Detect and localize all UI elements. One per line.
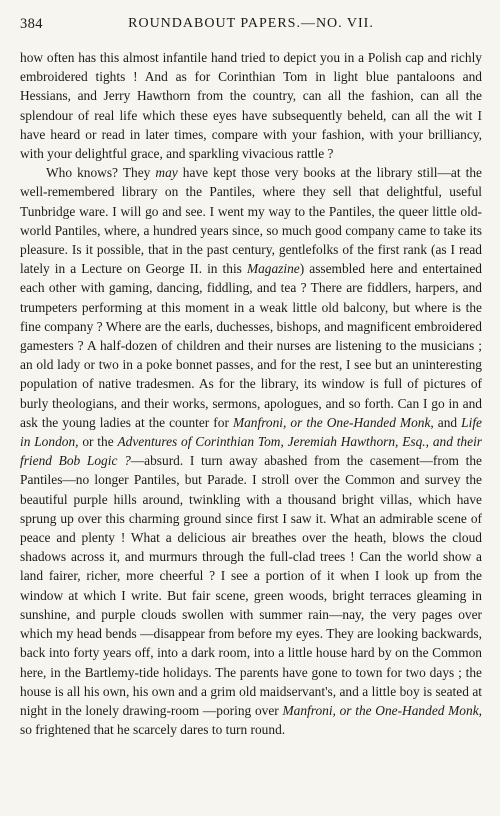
italic-title-magazine: Magazine xyxy=(246,261,300,277)
italic-title-manfroni: Manfroni, or the One-Handed Monk, xyxy=(232,414,434,430)
text-run: —absurd. I turn away abashed from the casement—from the Pantiles—no longer Pantiles, but Parade. I stroll over the Common and survey the beautiful purple hills around, twinkling with a thousand bright villas, which have sprung up over this charming ground since first I saw it. What an admirable scene of peace and plenty ! What a delicious air breathes over the heath, blows the cloud shadows across it, and murmurs through the full-clad trees ! Can the world show a land fairer, richer, more cheerful ? I see a portion of it when I look up from the window at which I write. But fair scene, green woods, bright terraces gleaming in sunshine, and purple clouds swollen with summer rain—nay, the very pages over which my head bends —disappear from before my eyes. They are looking backwards, back into forty years off, into a dark room, into a little house hard by on the Common here, in the Bartlemy-tide holidays. The parents have gone to town for two days ; the house is all his own, his own and a grim old maidservant's, and a little boy is seated at night in the lonely drawing-room —poring over xyxy=(20,453,482,718)
book-page xyxy=(20,16,482,806)
running-title: ROUNDABOUT PAPERS.—NO. VII. xyxy=(128,16,374,31)
italic-title-life-in-london: Life in London, xyxy=(20,414,483,450)
italic-word: may xyxy=(155,165,178,181)
text-run: ) assembled here and entertained each other with gaming, dancing, fiddling, and tea ? There are fiddlers, harpers, and trumpeters performing at this moment in a weak little old balcony, but where is the fine company ? Where are the earls, duchesses, bishops, and magnificent embroidered gamesters ? A half-dozen of children and their nurses are listening to the musicians ; an old lady or two in a poke bonnet passes, and for the rest, I see but an uninteresting population of native tradesmen. As for the library, its window is full of pictures of burly theologians, and their works, sermons, apologues, and so forth. Can I go in and ask the young ladies at the counter for xyxy=(20,261,483,430)
italic-title-adventures: Adventures of Corinthian Tom, Jeremiah Hawthorn, Esq., and their friend Bob Logic ? xyxy=(20,434,483,469)
running-head xyxy=(20,16,482,38)
text-run: so frightened that he scarcely dares to turn round. xyxy=(20,722,286,738)
text-run: how often has this almost infantile hand tried to depict you in a Polish cap and richly embroidered tights ! And as for Corinthian Tom in light blue pantaloons and Hessians, and Jerry Hawthorn from the country, can all the fashion, can all the splendour of real life which these eyes have subsequently beheld, can all the wit I have heard or read in later times, compare with your fashion, with your brilliancy, with your delightful grace, and sparkling vivacious rattle ? xyxy=(20,50,482,162)
text-run: or the xyxy=(78,434,118,450)
text-run: Who knows? They xyxy=(46,165,156,181)
paragraph-2 xyxy=(20,163,482,739)
paragraph-1 xyxy=(20,48,482,163)
italic-title-manfroni-2: Manfroni, or the One-Handed Monk, xyxy=(282,702,482,718)
text-run: and xyxy=(433,414,462,430)
body-text xyxy=(20,48,482,739)
text-run: have kept those very books at the library still—at the well-remembered library on the Pantiles, where they sell that delightful, useful Tunbridge ware. I will go and see. I went my way to the Pantiles, the queer little old-world Pantiles, where, a hundred years since, so much good company came to take its pleasure. Is it possible, that in the past century, gentlefolks of the first rank (as I read lately in a Lecture on George II. in this xyxy=(20,165,482,277)
page-number: 384 xyxy=(20,16,43,32)
